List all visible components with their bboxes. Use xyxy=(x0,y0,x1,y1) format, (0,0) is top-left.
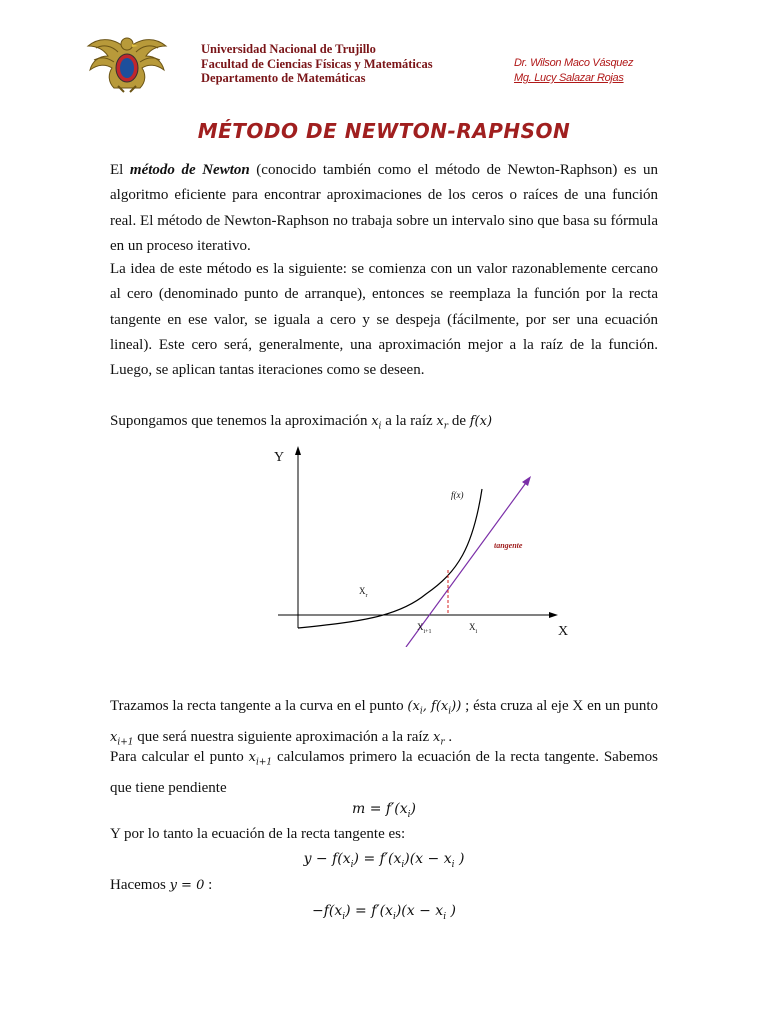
y-axis-arrow-icon xyxy=(295,446,301,455)
calc-paragraph xyxy=(110,745,658,801)
xi-symbol: $x_i$ xyxy=(371,414,382,432)
tangent-label: tangente xyxy=(494,541,523,550)
trace-text-3: que será nuestra siguiente aproximación a la raíz xyxy=(137,728,433,745)
suppose-text-1: Supongamos que tenemos la aproximación xyxy=(110,413,372,429)
university-logo-icon xyxy=(86,30,168,94)
trace-text-2: ; ésta cruza al eje X en un punto xyxy=(465,698,659,714)
xi-label: $X_i$ xyxy=(469,622,478,635)
xi1-label: $X_{i+1}$ xyxy=(417,622,432,635)
zero-equation: $-f(x_i) = f'(x_i)(x - x_i$ ) xyxy=(311,903,457,922)
authors-header xyxy=(514,56,633,86)
figure-drawing xyxy=(258,442,578,647)
x-axis-arrow-icon xyxy=(549,612,558,618)
hacemos-colon: : xyxy=(204,877,213,893)
calc-text-1: Para calcular el punto xyxy=(110,749,249,765)
y-axis-label: Y xyxy=(274,450,285,465)
xi1-symbol-2: $x_{i+1}$ xyxy=(248,750,273,768)
hacemos-text: Hacemos xyxy=(110,877,170,893)
suppose-line xyxy=(110,409,658,440)
newton-raphson-figure xyxy=(258,442,578,647)
suppose-text-2: a la raíz xyxy=(385,413,437,429)
fx-label: f(x) xyxy=(451,490,464,500)
x-axis-label: X xyxy=(558,624,569,639)
intro-term: método de Newton xyxy=(129,162,250,178)
fx-symbol: f(x) xyxy=(469,414,493,429)
xr-label: $X_r$ xyxy=(359,586,368,599)
slope-equation: $m = f'(x_i)$ xyxy=(352,801,416,820)
idea-text: La idea de este método es la siguiente: se comienza con un valor razonablemente cercano al cero (denominado punto de arranque), entonces se reemplaza la función por la recta tangente en ese valor, se iguala a cero y se despeja (fácilmente, por ser una ecuación lineal). Este cero será, generalmente, una aproximación mejor a la raíz de la función. Luego, se aplican tantas iteraciones como se deseen. xyxy=(110,261,658,379)
intro-paragraph xyxy=(110,158,658,259)
calc-text-2: calculamos primero la ecuación de la recta tangente. Sabemos que tiene pendiente xyxy=(110,749,659,796)
author-1: Dr. Wilson Maco Vásquez xyxy=(514,57,634,69)
university-name: Universidad Nacional de Trujillo xyxy=(201,42,376,56)
hacemos-line xyxy=(110,873,658,898)
institution-header xyxy=(201,42,433,86)
intro-lead: El xyxy=(110,162,130,178)
xr-symbol-2: $x_r$ xyxy=(432,729,445,748)
tangent-arrow-icon xyxy=(522,476,531,486)
y-zero-condition: y = 0 xyxy=(169,878,205,893)
author-2: Mg. Lucy Salazar Rojas xyxy=(514,72,624,84)
trace-text-4: . xyxy=(448,728,453,745)
xi1-symbol: $x_{i+1}$ xyxy=(110,729,134,748)
suppose-text-3: de xyxy=(451,413,470,429)
tangent-line-equation: $y - f(x_i) = f'(x_i)(x - x_i$ ) xyxy=(303,851,465,870)
page-title: MÉTODO DE NEWTON-RAPHSON xyxy=(197,119,571,143)
intro-rest: (conocido también como el método de Newton-Raphson) es un algoritmo eficiente para encontrar aproximaciones de los ceros o raíces de una función real. El método de Newton-Raphson no trabaja sobre un intervalo sino que basa su fórmula en un proceso iterativo. xyxy=(110,162,658,254)
fx-curve xyxy=(298,489,482,628)
tangent-point-symbol: ($x_i$, $f(x_i)$) xyxy=(407,699,462,717)
idea-paragraph xyxy=(110,257,658,383)
xr-symbol: $x_r$ xyxy=(436,414,449,432)
faculty-name: Facultad de Ciencias Físicas y Matemáticas xyxy=(201,56,433,71)
trace-text-1: Trazamos la recta tangente a la curva en el punto xyxy=(110,698,408,714)
line-equation-intro: Y por lo tanto la ecuación de la recta tangente es: xyxy=(110,826,406,842)
department-name: Departamento de Matemáticas xyxy=(201,71,366,85)
